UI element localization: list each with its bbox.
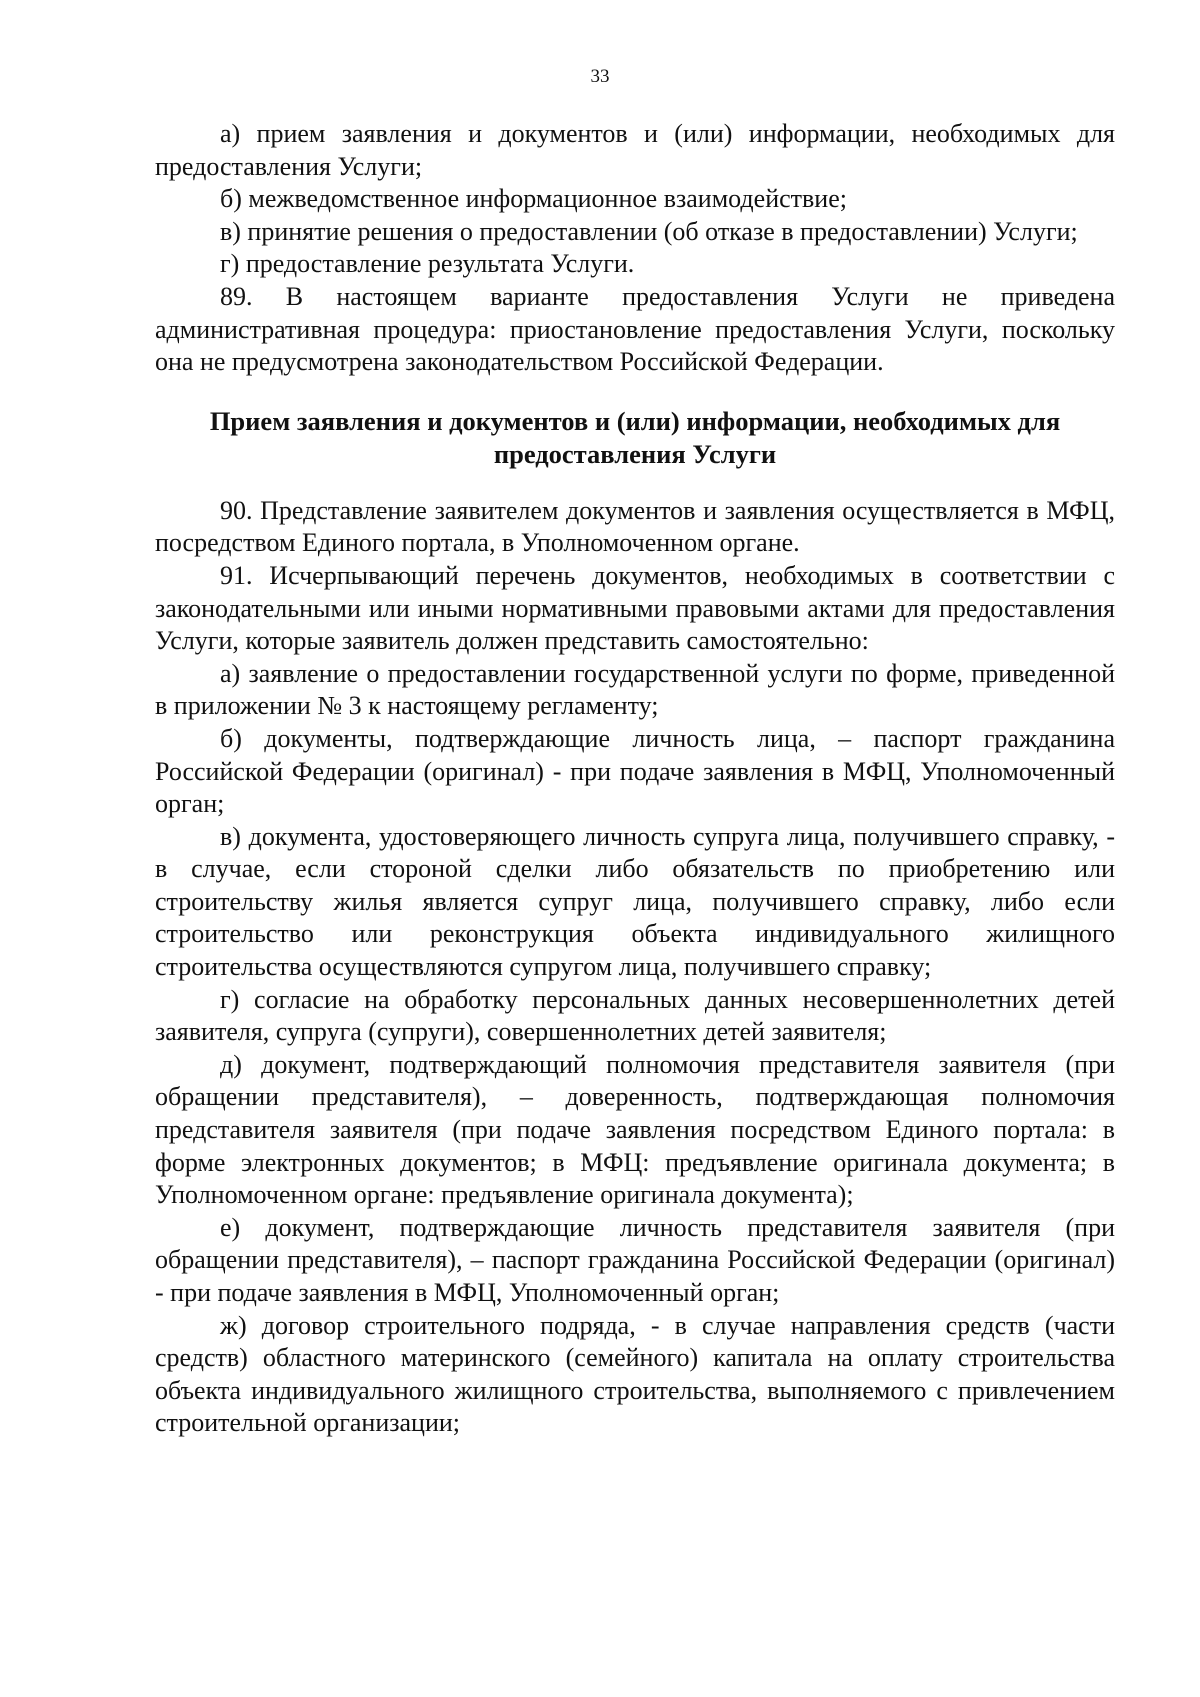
doc-item-a: а) заявление о предоставлении государственной услуги по форме, приведенной в приложении № 3 к настоящему регламенту; — [155, 658, 1115, 721]
doc-item-e: е) документ, подтверждающие личность представителя заявителя (при обращении представителя), – паспорт гражданина Российской Федерации (оригинал) - при подаче заявления в МФЦ, Уполномоченный орган; — [155, 1212, 1115, 1307]
paragraph-90: 90. Представление заявителем документов и заявления осуществляется в МФЦ, посредством Единого портала, в Уполномоченном органе. — [155, 495, 1115, 558]
page-number: 33 — [590, 66, 610, 87]
doc-item-d: д) документ, подтверждающий полномочия представителя заявителя (при обращении представителя), – доверенность, подтверждающая полномочия представителя заявителя (при подаче заявления посредством Единого портала: в форме электронных документов; в МФЦ: предъявление оригинала документа; в Уполномоченном органе: предъявление оригинала документа); — [155, 1049, 1115, 1210]
list-item-b: б) межведомственное информационное взаимодействие; — [220, 184, 847, 214]
list-item-g: г) предоставление результата Услуги. — [220, 249, 635, 279]
section-heading: Прием заявления и документов и (или) информации, необходимых для предоставления Услуги — [209, 405, 1061, 469]
document-body — [155, 118, 1115, 1440]
paragraph-91: 91. Исчерпывающий перечень документов, необходимых в соответствии с законодательными или иными нормативными правовыми актами для предоставления Услуги, которые заявитель должен представить самостоятельно: — [155, 560, 1115, 656]
list-item-a: а) прием заявления и документов и (или) информации, необходимых для предоставления Услуги; — [155, 119, 1115, 181]
doc-item-v: в) документа, удостоверяющего личность супруга лица, получившего справку, - в случае, если стороной сделки либо обязательств по приобретению или строительству жилья является супруг лица, получившего справку, либо если строительство или реконструкция объекта индивидуального жилищного строительства осуществляются супругом лица, получившего справку; — [155, 821, 1115, 982]
list-item-v: в) принятие решения о предоставлении (об отказе в предоставлении) Услуги; — [220, 216, 1078, 246]
doc-item-g: г) согласие на обработку персональных данных несовершеннолетних детей заявителя, супруга (супруги), совершеннолетних детей заявителя; — [155, 984, 1115, 1047]
paragraph-89: 89. В настоящем варианте предоставления Услуги не приведена административная процедура: приостановление предоставления Услуги, поскольку она не предусмотрена законодательством Российской Федерации. — [155, 281, 1115, 377]
doc-item-b: б) документы, подтверждающие личность лица, – паспорт гражданина Российской Федерации (оригинал) - при подаче заявления в МФЦ, Уполномоченный орган; — [155, 723, 1115, 819]
doc-item-zh: ж) договор строительного подряда, - в случае направления средств (части средств) областного материнского (семейного) капитала на оплату строительства объекта индивидуального жилищного строительства, выполняемого с привлечением строительной организации; — [155, 1310, 1115, 1438]
